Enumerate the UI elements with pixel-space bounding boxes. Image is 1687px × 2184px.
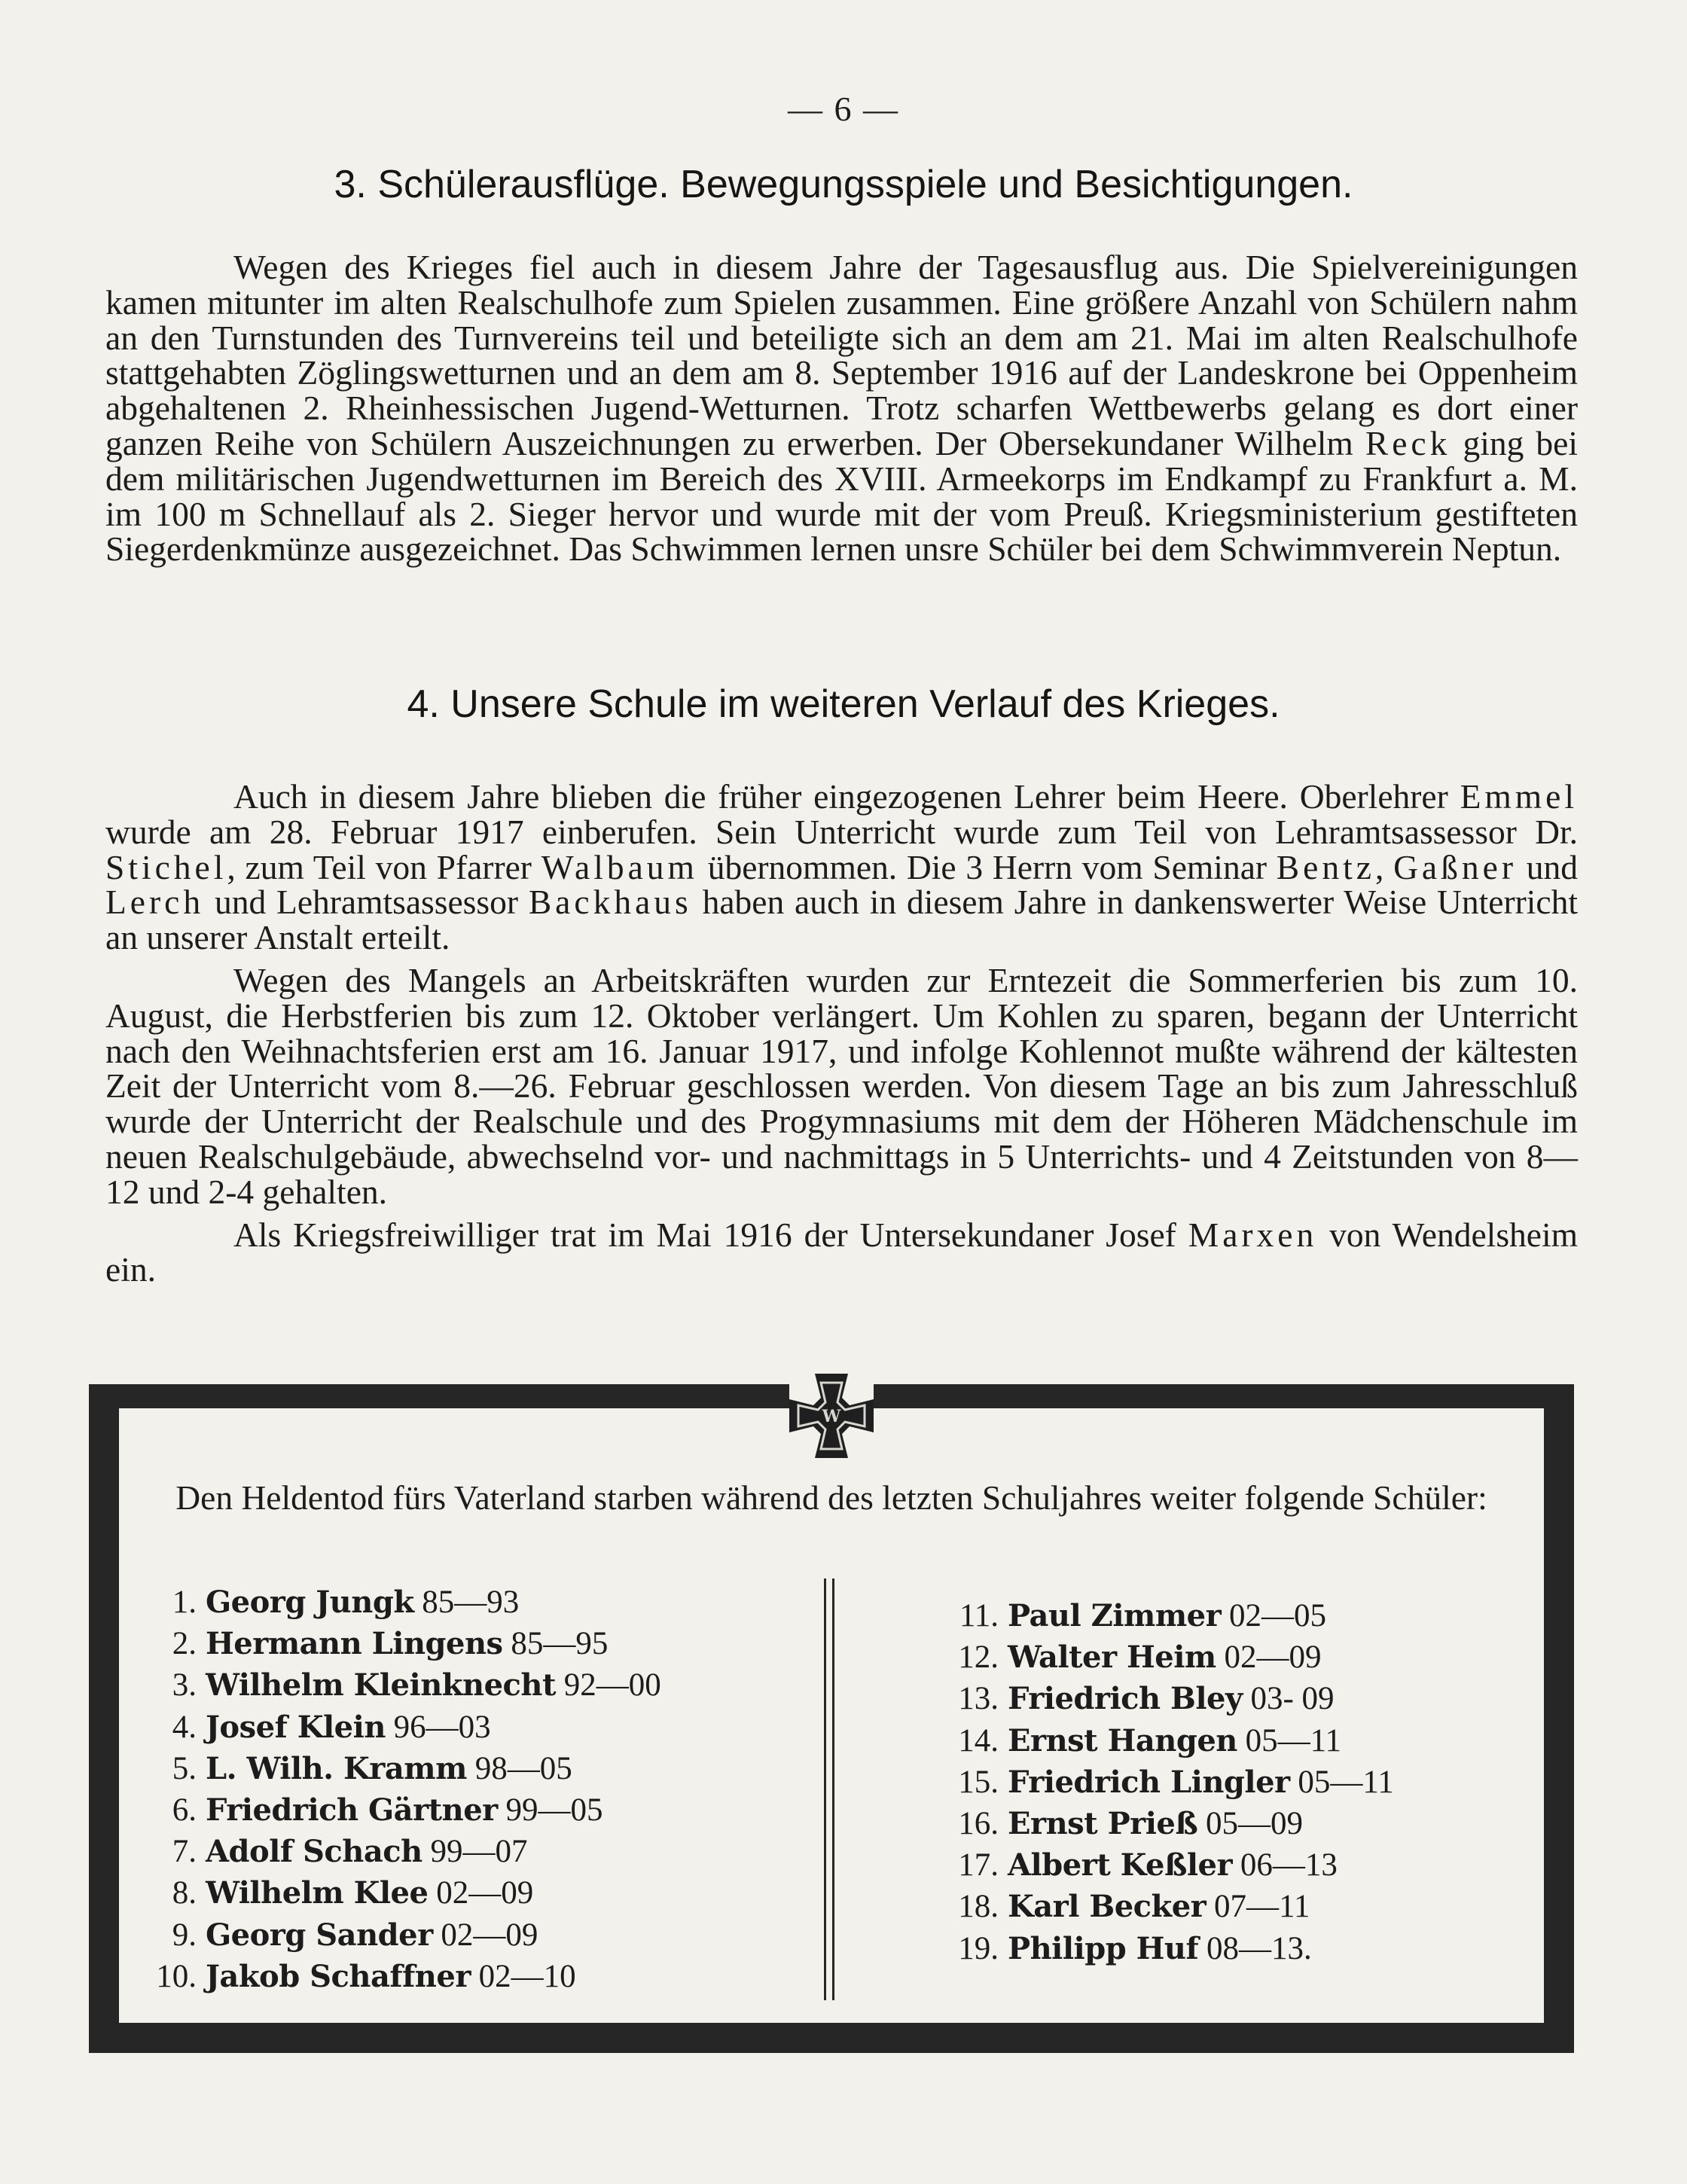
text-run: und — [1516, 847, 1578, 886]
student-years: 05—11 — [1298, 1764, 1394, 1800]
fallen-student-entry — [145, 1707, 763, 1748]
spaced-name: Emmel — [1460, 777, 1578, 816]
fallen-student-entry — [947, 1886, 1512, 1927]
spaced-name: Gaßner — [1393, 847, 1517, 886]
entry-number: 11. — [959, 1598, 999, 1633]
student-years: 08—13. — [1206, 1930, 1312, 1966]
fallen-student-entry — [145, 1623, 763, 1664]
fallen-student-entry — [947, 1762, 1512, 1803]
fallen-student-entry — [947, 1636, 1512, 1678]
fallen-student-entry — [145, 1582, 763, 1623]
student-years: 85—93 — [422, 1585, 520, 1620]
memorial-border-bottom — [89, 2023, 1574, 2053]
student-name: Friedrich Bley — [1008, 1681, 1243, 1717]
student-name: Paul Zimmer — [1008, 1598, 1222, 1633]
memorial-intro: Den Heldentod fürs Vaterland starben während des letzten Schuljahres weiter folgende Schüler: — [175, 1478, 1487, 1517]
student-name: Georg Jungk — [206, 1585, 414, 1620]
student-name: Wilhelm Klee — [206, 1875, 429, 1911]
entry-number: 14. — [958, 1722, 999, 1758]
student-years: 99—07 — [430, 1834, 528, 1870]
student-years: 03- 09 — [1250, 1681, 1335, 1717]
student-years: 02—09 — [436, 1875, 534, 1911]
section-3-heading: 3. Schülerausflüge. Bewegungsspiele und Besichtigungen. — [334, 163, 1353, 206]
section-3-text — [105, 250, 1578, 567]
entry-number: 7. — [172, 1834, 197, 1870]
student-years: 07—11 — [1213, 1889, 1310, 1925]
student-years: 06—13 — [1240, 1847, 1338, 1884]
svg-text:W: W — [822, 1407, 841, 1426]
student-years: 05—11 — [1245, 1722, 1342, 1758]
text-run: ging bei dem militärischen Jugendwetturnen im Bereich des XVIII. Armeekorps im Endkampf zu Frankfurt a. M. im 100 m Schnellauf als 2. Sieger hervor und wurde mit der vom Preuß. Kriegsministerium gestifteten Siegerdenkmünze ausgezeichnet. Das Schwimmen lernen unsre Schüler bei dem Schwimmverein Neptun. — [105, 423, 1578, 569]
spaced-name: Lerch — [105, 883, 205, 922]
text-run: haben auch in diesem Jahre in dankenswerter Weise Unterricht an unserer Anstalt erteilt. — [105, 883, 1578, 957]
student-name: Friedrich Gärtner — [206, 1792, 498, 1829]
fallen-student-entry — [947, 1595, 1512, 1636]
spaced-name: Stichel — [105, 847, 227, 886]
text-run: und Lehramtsassessor — [204, 883, 529, 922]
student-name: Adolf Schach — [206, 1834, 423, 1870]
student-name: Ernst Hangen — [1008, 1722, 1237, 1758]
entry-number: 5. — [172, 1750, 197, 1786]
entry-number: 8. — [172, 1875, 197, 1911]
student-years: 02—09 — [441, 1917, 538, 1953]
fallen-student-entry — [145, 1956, 763, 1997]
fallen-student-entry — [947, 1844, 1512, 1886]
fallen-student-entry — [145, 1872, 763, 1914]
fallen-list-right — [947, 1595, 1512, 1969]
student-name: Josef Klein — [206, 1709, 386, 1745]
fallen-student-entry — [947, 1678, 1512, 1719]
student-name: Karl Becker — [1008, 1889, 1207, 1925]
entry-number: 1. — [172, 1585, 197, 1620]
entry-number: 9. — [172, 1917, 197, 1953]
student-years: 98—05 — [474, 1750, 572, 1786]
column-divider — [824, 1579, 836, 2000]
text-run: von Wendelsheim ein. — [105, 1215, 1579, 1289]
memorial-border-top-left — [89, 1384, 789, 1408]
text-run: , — [1374, 847, 1394, 886]
page-number: — 6 — — [788, 90, 899, 128]
memorial-border-left — [89, 1384, 119, 2053]
student-name: L. Wilh. Kramm — [206, 1750, 467, 1786]
student-years: 92—00 — [563, 1667, 661, 1704]
text-run: übernommen. Die 3 Herrn vom Seminar — [697, 847, 1277, 886]
text-run: , zum Teil von Pfarrer — [227, 847, 541, 886]
fallen-student-entry — [145, 1748, 763, 1789]
student-years: 02—05 — [1228, 1598, 1326, 1633]
student-name: Jakob Schaffner — [206, 1958, 471, 1994]
fallen-student-entry — [145, 1831, 763, 1872]
student-years: 96—03 — [393, 1709, 491, 1745]
student-years: 02—10 — [478, 1958, 576, 1994]
entry-number: 12. — [958, 1640, 999, 1676]
memorial-border-top-right — [874, 1384, 1574, 1408]
entry-number: 17. — [958, 1847, 999, 1884]
entry-number: 6. — [172, 1792, 197, 1829]
spaced-name: Walbaum — [541, 847, 698, 886]
fallen-list-left — [145, 1582, 763, 1997]
spaced-name: Marxen — [1188, 1215, 1318, 1254]
section-4-paragraph — [105, 960, 1578, 1211]
entry-number: 2. — [172, 1626, 197, 1662]
student-name: Ernst Prieß — [1008, 1806, 1198, 1842]
fallen-student-entry — [145, 1664, 763, 1706]
section-4-paragraph — [105, 1215, 1579, 1289]
fallen-student-entry — [947, 1720, 1512, 1762]
fallen-student-entry — [145, 1914, 763, 1956]
entry-number: 4. — [172, 1709, 197, 1745]
memorial-box — [89, 1384, 1574, 2053]
student-years: 05—09 — [1206, 1806, 1304, 1842]
student-name: Albert Keßler — [1008, 1847, 1233, 1884]
text-run: wurde am 28. Februar 1917 einberufen. Sein Unterricht wurde zum Teil von Lehramtsassessor Dr. — [105, 812, 1578, 851]
section-4-heading: 4. Unsere Schule im weiteren Verlauf des Krieges. — [407, 682, 1280, 726]
student-name: Philipp Huf — [1008, 1930, 1199, 1966]
spaced-name: Backhaus — [528, 883, 692, 922]
iron-cross-icon — [783, 1368, 880, 1464]
entry-number: 16. — [958, 1806, 999, 1842]
entry-number: 13. — [958, 1681, 999, 1717]
student-name: Georg Sander — [206, 1917, 433, 1953]
student-name: Friedrich Lingler — [1008, 1764, 1290, 1800]
entry-number: 3. — [172, 1667, 197, 1704]
text-run: Als Kriegsfreiwilliger trat im Mai 1916 der Untersekundaner Josef — [233, 1215, 1188, 1254]
fallen-student-entry — [947, 1803, 1512, 1844]
text-run: Wegen des Krieges fiel auch in diesem Jahre der Tagesausflug aus. Die Spielvereinigungen kamen mitunter im alten Realschulhofe zum Spielen zusammen. Eine größere Anzahl von Schülern nahm an den Turnstunden des Turnvereins teil und beteiligte sich an dem am 21. Mai im alten Realschulhofe stattgehabten Zöglingswetturnen und an dem am 8. September 1916 auf der Landeskrone bei Oppenheim abgehaltenen 2. Rheinhessischen Jugend-Wetturnen. Trotz scharfen Wettbewerbs gelang es dort einer ganzen Reihe von Schülern Auszeichnungen zu erwerben. Der Obersekundaner Wilhelm — [105, 248, 1578, 462]
student-name: Wilhelm Kleinknecht — [206, 1667, 556, 1704]
entry-number: 15. — [958, 1764, 999, 1800]
student-name: Hermann Lingens — [206, 1626, 503, 1662]
fallen-student-entry — [947, 1928, 1512, 1969]
section-4-text — [105, 779, 1578, 1288]
student-name: Walter Heim — [1008, 1640, 1216, 1676]
memorial-border-right — [1544, 1384, 1574, 2053]
student-years: 02—09 — [1224, 1640, 1322, 1676]
student-years: 99—05 — [505, 1792, 603, 1829]
entry-number: 18. — [958, 1889, 999, 1925]
entry-number: 19. — [958, 1930, 999, 1966]
text-run: Auch in diesem Jahre blieben die früher eingezogenen Lehrer beim Heere. Oberlehrer — [233, 777, 1460, 816]
section-4-paragraph — [105, 779, 1578, 956]
text-run: Wegen des Mangels an Arbeitskräften wurden zur Erntezeit die Sommerferien bis zum 10. August, die Herbstferien bis zum 12. Oktober verlängert. Um Kohlen zu sparen, begann der Unterricht nach den Weihnachtsferien erst am 16. Januar 1917, und infolge Kohlennot mußte während der kältesten Zeit der Unterricht vom 8.—26. Februar geschlossen werden. Von diesem Tage an bis zum Jahresschluß wurde der Unterricht der Realschule und des Progymnasiums mit dem der Höheren Mädchenschule im neuen Realschulgebäude, abwechselnd vor- und nachmittags in 5 Unterrichts- und 4 Zeitstunden von 8—12 und 2-4 gehalten. — [105, 960, 1578, 1211]
section-3-paragraph — [105, 250, 1578, 567]
spaced-name: Bentz — [1276, 847, 1375, 886]
entry-number: 10. — [156, 1958, 197, 1994]
spaced-name: Reck — [1365, 423, 1451, 462]
student-years: 85—95 — [511, 1626, 609, 1662]
fallen-student-entry — [145, 1789, 763, 1831]
